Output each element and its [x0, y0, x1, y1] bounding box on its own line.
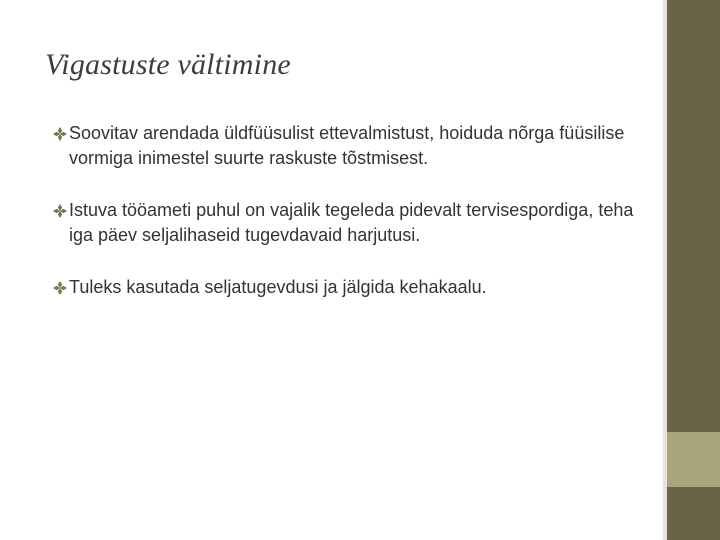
bullet-text: Soovitav arendada üldfüüsulist ettevalmistust, hoiduda nõrga füüsilise vormiga inimestel suurte raskuste tõstmisest.: [69, 123, 625, 168]
slide-title: Vigastuste vältimine: [45, 48, 291, 81]
bullet-text: Istuva tööameti puhul on vajalik tegeleda pidevalt tervisespordiga, teha iga päev seljalihaseid tugevdavaid harjutusi.: [69, 200, 634, 245]
diamond-flower-bullet-icon: [52, 204, 68, 218]
bullet-list: [52, 121, 652, 327]
diamond-flower-bullet-icon: [52, 127, 68, 141]
bullet-item: [52, 275, 652, 300]
bullet-item: [52, 198, 652, 248]
diamond-flower-bullet-icon: [52, 281, 68, 295]
side-accent-block: [667, 432, 720, 487]
bullet-item: [52, 121, 652, 171]
bullet-text: Tuleks kasutada seljatugevdusi ja jälgida kehakaalu.: [69, 277, 487, 297]
